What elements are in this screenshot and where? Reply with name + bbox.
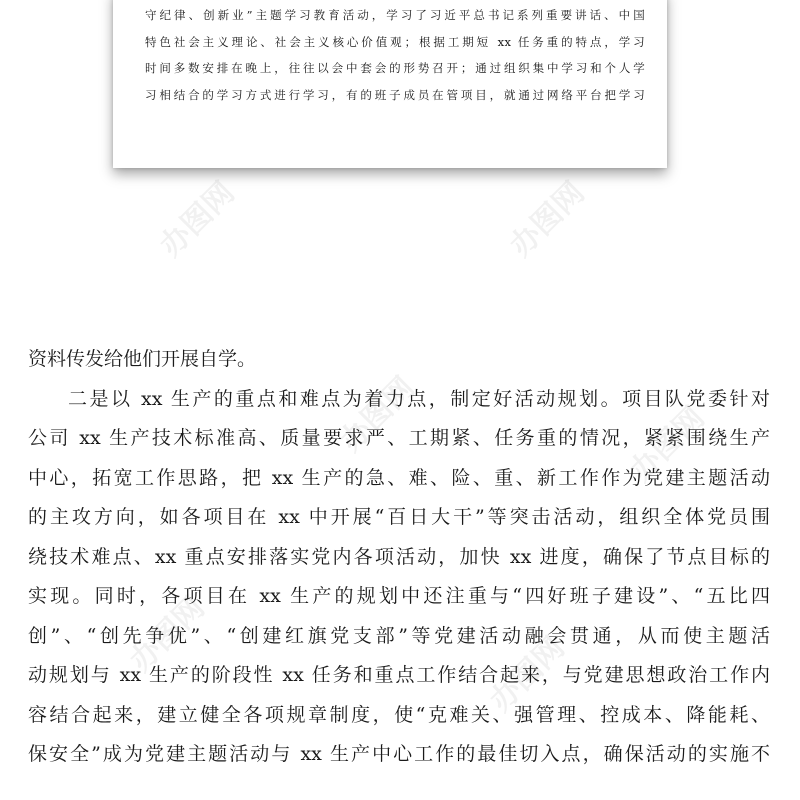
- body-text-line: 创”、“创先争优”、“创建红旗党支部”等党建活动融会贯通，从而使主题活: [28, 624, 770, 647]
- card-text-line: 时间多数安排在晚上，往往以会中套会的形势召开；通过组织集中学习和个人学: [145, 61, 645, 75]
- watermark: 办图网: [123, 590, 212, 679]
- page-preview-text: [145, 2, 645, 108]
- document-body: [28, 340, 770, 800]
- body-text-line: 实现。同时，各项目在 xx 生产的规划中还注重与“四好班子建设”、“五比四: [28, 585, 770, 607]
- watermark: 办图网: [483, 630, 572, 719]
- body-text-line: 容结合起来，建立健全各项规章制度，使“克难关、强管理、控成本、降能耗、: [28, 703, 770, 726]
- body-text-line: 中心，拓宽工作思路，把 xx 生产的急、难、险、重、新工作作为党建主题活动: [28, 466, 770, 489]
- card-text-line: 特色社会主义理论、社会主义核心价值观；根据工期短 xx 任务重的特点，学习: [145, 34, 645, 49]
- paragraph-first-line: 二是以 xx 生产的重点和难点为着力点，制定好活动规划。项目队党委针对: [68, 387, 770, 410]
- watermark: 办图网: [503, 175, 592, 264]
- card-text-line: 习相结合的学习方式进行学习，有的班子成员在管项目，就通过网络平台把学习: [145, 87, 645, 102]
- body-text-line: 动规划与 xx 生产的阶段性 xx 任务和重点工作结合起来，与党建思想政治工作内: [28, 664, 770, 686]
- body-text-line: 绕技术难点、xx 重点安排落实党内各项活动，加快 xx 进度，确保了节点目标的: [28, 545, 770, 568]
- watermark: 办图网: [333, 370, 422, 459]
- body-text-line: 保安全”成为党建主题活动与 xx 生产中心工作的最佳切入点，确保活动的实施不: [28, 743, 770, 765]
- body-text-line: 资料传发给他们开展自学。: [28, 348, 257, 370]
- page-preview-card: [113, 0, 667, 168]
- watermark: 办图网: [153, 175, 242, 264]
- body-text-line: 公司 xx 生产技术标准高、质量要求严、工期紧、任务重的情况，紧紧围绕生产: [28, 427, 770, 449]
- body-text-line: [28, 775, 770, 800]
- card-text-line: 守纪律、创新业”主题学习教育活动，学习了习近平总书记系列重要讲话、中国: [145, 8, 645, 22]
- body-text-line: 的主攻方向，如各项目在 xx 中开展“百日大干”等突击活动，组织全体党员围: [28, 506, 770, 528]
- watermark: 办图网: [623, 400, 712, 489]
